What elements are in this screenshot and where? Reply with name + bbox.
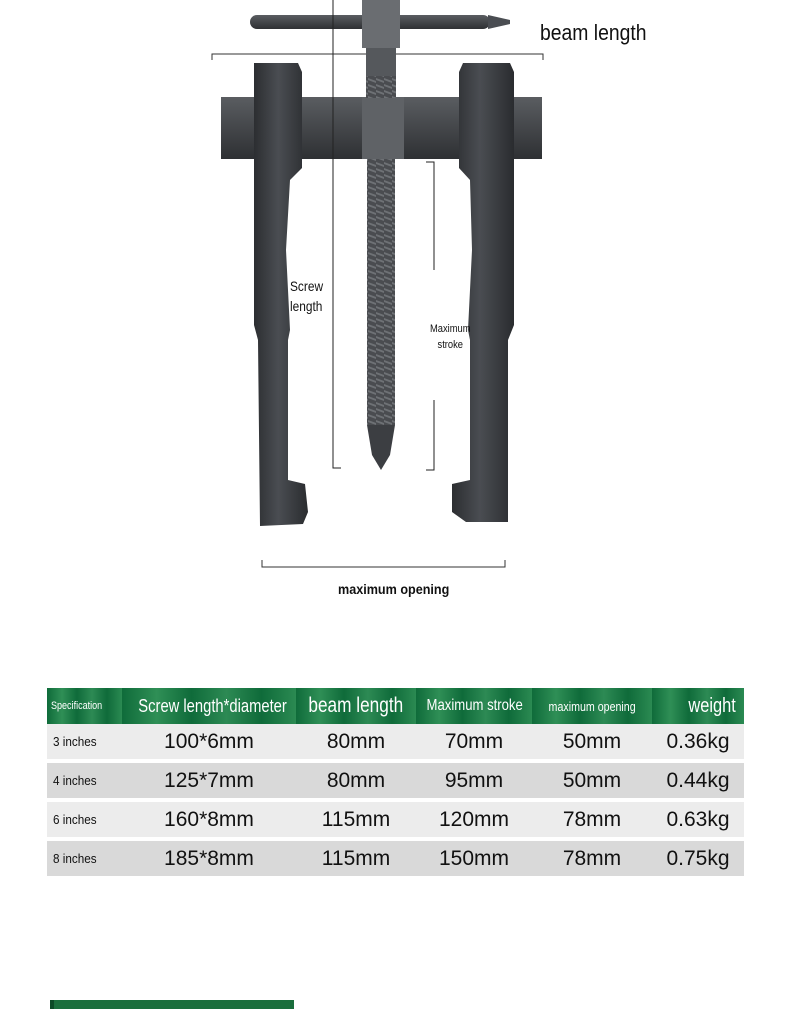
weight-cell: 0.44kg	[652, 761, 744, 800]
beam-cell: 80mm	[296, 761, 416, 800]
header-beam-length: beam length	[296, 688, 416, 724]
screw-cell: 100*6mm	[122, 724, 296, 761]
beam-cell: 115mm	[296, 800, 416, 839]
spec-cell: 3 inches	[47, 724, 122, 761]
weight-cell: 0.63kg	[652, 800, 744, 839]
screw-length-dimension	[333, 0, 341, 468]
stroke-cell: 120mm	[416, 800, 532, 839]
stroke-cell: 150mm	[416, 839, 532, 876]
stroke-cell: 95mm	[416, 761, 532, 800]
opening-cell: 78mm	[532, 839, 652, 876]
opening-cell: 78mm	[532, 800, 652, 839]
table-row	[47, 761, 744, 800]
maximum-stroke-label: Maximum stroke	[430, 323, 471, 351]
stroke-cell: 70mm	[416, 724, 532, 761]
beam-cell: 115mm	[296, 839, 416, 876]
header-screw-length-diameter: Screw length*diameter	[122, 688, 296, 724]
header-maximum-stroke: Maximum stroke	[416, 688, 532, 724]
header-weight: weight	[652, 688, 744, 724]
beam-cell: 80mm	[296, 724, 416, 761]
opening-cell: 50mm	[532, 761, 652, 800]
weight-cell: 0.36kg	[652, 724, 744, 761]
spec-cell: 8 inches	[47, 839, 122, 876]
spec-cell: 4 inches	[47, 761, 122, 800]
spec-cell: 6 inches	[47, 800, 122, 839]
header-maximum-opening: maximum opening	[532, 688, 652, 724]
table-row	[47, 724, 744, 761]
beam-length-label: beam length	[540, 20, 647, 45]
opening-cell: 50mm	[532, 724, 652, 761]
header-specification: Specification	[47, 688, 122, 724]
screw-cell: 185*8mm	[122, 839, 296, 876]
section-banner	[50, 1000, 294, 1009]
table-header-row	[47, 688, 744, 724]
weight-cell: 0.75kg	[652, 839, 744, 876]
maximum-opening-label: maximum opening	[338, 581, 450, 597]
screw-cell: 125*7mm	[122, 761, 296, 800]
table-row	[47, 800, 744, 839]
opening-dimension-line	[262, 560, 505, 567]
screw-cell: 160*8mm	[122, 800, 296, 839]
table-row	[47, 839, 744, 876]
screw-length-label: Screw length	[290, 278, 324, 314]
specification-table	[47, 688, 744, 876]
